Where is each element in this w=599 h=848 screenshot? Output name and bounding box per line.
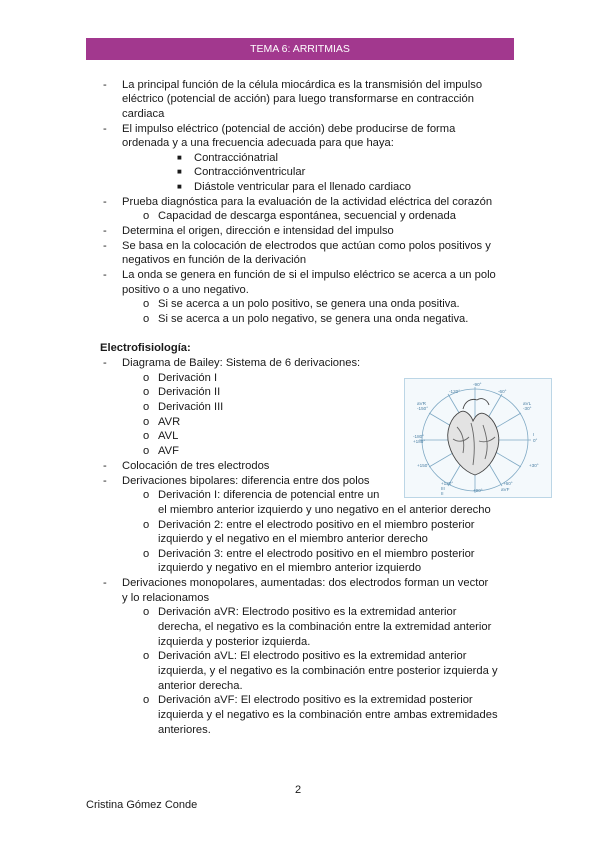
text-line: y lo relacionamos bbox=[122, 592, 210, 604]
list-item: anteriores. bbox=[158, 724, 211, 736]
circle-bullet-icon: o bbox=[143, 313, 150, 325]
square-bullet-icon: ■ bbox=[177, 153, 182, 162]
header-title: TEMA 6: ARRITMIAS bbox=[250, 43, 350, 55]
text-line: La principal función de la célula miocárdica es la transmisión del impulso bbox=[122, 79, 483, 91]
bullet-dash: - bbox=[103, 240, 107, 252]
text-line: Diagrama de Bailey: Sistema de 6 derivaciones: bbox=[122, 357, 361, 369]
heart-illustration bbox=[448, 399, 499, 475]
figure-axis-label: -30° bbox=[523, 406, 532, 411]
figure-axis-label: 0° bbox=[533, 438, 538, 443]
list-item: Derivación aVL: El electrodo positivo es la extremidad anterior bbox=[158, 650, 467, 662]
circle-bullet-icon: o bbox=[143, 430, 150, 442]
list-item: AVR bbox=[158, 416, 181, 428]
bailey-diagram-svg bbox=[405, 379, 551, 497]
bailey-diagram-figure bbox=[404, 378, 552, 498]
list-item: derecha, el negativo es la combinación entre la extremidad anterior bbox=[158, 621, 492, 633]
figure-axis-label: -150° bbox=[417, 406, 429, 411]
figure-axis-label: -60° bbox=[498, 389, 507, 394]
text-line: La onda se genera en función de si el impulso eléctrico se acerca a un polo bbox=[122, 269, 496, 281]
circle-bullet-icon: o bbox=[143, 548, 150, 560]
figure-axis-label: +60° bbox=[503, 481, 513, 486]
list-item: Derivación I bbox=[158, 372, 218, 384]
list-item: izquierdo y el negativo en el miembro anterior derecho bbox=[158, 533, 428, 545]
list-item: AVL bbox=[158, 430, 179, 442]
list-item: Derivación aVF: El electrodo positivo es la extremidad posterior bbox=[158, 694, 473, 706]
page-number: 2 bbox=[295, 784, 302, 796]
figure-axis-label: +120° bbox=[441, 481, 454, 486]
text-line: negativos en función de la derivación bbox=[122, 254, 307, 266]
figure-axis-label: +150° bbox=[417, 463, 430, 468]
circle-bullet-icon: o bbox=[143, 489, 150, 501]
bullet-dash: - bbox=[103, 123, 107, 135]
bullet-dash: - bbox=[103, 460, 107, 472]
square-bullet-icon: ■ bbox=[177, 182, 182, 191]
text-line: Determina el origen, dirección e intensidad del impulso bbox=[122, 225, 394, 237]
circle-bullet-icon: o bbox=[143, 298, 150, 310]
bullet-dash: - bbox=[103, 79, 107, 91]
bullet-dash: - bbox=[103, 269, 107, 281]
text-line: Colocación de tres electrodos bbox=[122, 460, 270, 472]
list-item: anterior derecha. bbox=[158, 680, 243, 692]
circle-bullet-icon: o bbox=[143, 694, 150, 706]
bullet-dash: - bbox=[103, 225, 107, 237]
list-item: izquierdo y negativo en el miembro anterior izquierdo bbox=[158, 562, 422, 574]
figure-axis-label: aVL bbox=[523, 401, 532, 406]
text-line: Derivaciones monopolares, aumentadas: dos electrodos forman un vector bbox=[122, 577, 489, 589]
text-line: ordenada y a una frecuencia adecuada para que haya: bbox=[122, 137, 394, 149]
list-item: Capacidad de descarga espontánea, secuencial y ordenada bbox=[158, 210, 456, 222]
circle-bullet-icon: o bbox=[143, 386, 150, 398]
list-item: Derivación 3: entre el electrodo positivo en el miembro posterior bbox=[158, 548, 475, 560]
list-item: AVF bbox=[158, 445, 179, 457]
figure-axis-label: +30° bbox=[529, 463, 539, 468]
list-item: Derivación 2: entre el electrodo positivo en el miembro posterior bbox=[158, 519, 475, 531]
text-line: El impulso eléctrico (potencial de acción) debe producirse de forma bbox=[122, 123, 456, 135]
square-bullet-icon: ■ bbox=[177, 167, 182, 176]
header-bar bbox=[86, 38, 514, 60]
text-line: positivo o a uno negativo. bbox=[122, 284, 249, 296]
bullet-dash: - bbox=[103, 357, 107, 369]
figure-axis-label: II bbox=[441, 491, 444, 496]
list-item: izquierda y posterior izquierda. bbox=[158, 636, 311, 648]
bullet-dash: - bbox=[103, 577, 107, 589]
figure-axis-label: -180° bbox=[413, 434, 425, 439]
circle-bullet-icon: o bbox=[143, 606, 150, 618]
circle-bullet-icon: o bbox=[143, 210, 150, 222]
list-item: el miembro anterior izquierdo y uno negativo en el anterior derecho bbox=[158, 504, 491, 516]
circle-bullet-icon: o bbox=[143, 519, 150, 531]
text-line: cardiaca bbox=[122, 108, 165, 120]
list-item: Contracciónatrial bbox=[194, 152, 278, 164]
list-item: Si se acerca a un polo positivo, se genera una onda positiva. bbox=[158, 298, 460, 310]
list-item: izquierda y el negativo es la combinación entre ambas extremidades bbox=[158, 709, 498, 721]
list-item: Derivación III bbox=[158, 401, 224, 413]
figure-axis-label: +180° bbox=[413, 439, 426, 444]
figure-axis-label: III bbox=[441, 486, 445, 491]
text-line: eléctrico (potencial de acción) para luego transformarse en contracción bbox=[122, 93, 474, 105]
circle-bullet-icon: o bbox=[143, 416, 150, 428]
list-item: Derivación aVR: Electrodo positivo es la extremidad anterior bbox=[158, 606, 457, 618]
list-item: Si se acerca a un polo negativo, se genera una onda negativa. bbox=[158, 313, 469, 325]
text-line: Derivaciones bipolares: diferencia entre dos polos bbox=[122, 475, 370, 487]
circle-bullet-icon: o bbox=[143, 650, 150, 662]
figure-axis-label: aVF bbox=[501, 487, 510, 492]
list-item: Contracciónventricular bbox=[194, 166, 306, 178]
figure-axis-label: +90° bbox=[473, 488, 483, 493]
list-item: Diástole ventricular para el llenado cardiaco bbox=[194, 181, 412, 193]
circle-bullet-icon: o bbox=[143, 401, 150, 413]
text-line: Prueba diagnóstica para la evaluación de la actividad eléctrica del corazón bbox=[122, 196, 493, 208]
list-item: Derivación II bbox=[158, 386, 221, 398]
bullet-dash: - bbox=[103, 475, 107, 487]
figure-axis-label: aVR bbox=[417, 401, 426, 406]
circle-bullet-icon: o bbox=[143, 445, 150, 457]
text-line: Se basa en la colocación de electrodos que actúan como polos positivos y bbox=[122, 240, 491, 252]
circle-bullet-icon: o bbox=[143, 372, 150, 384]
list-item: Derivación I: diferencia de potencial entre un bbox=[158, 489, 380, 501]
bullet-dash: - bbox=[103, 196, 107, 208]
author-name: Cristina Gómez Conde bbox=[86, 799, 198, 811]
figure-axis-label: -90° bbox=[473, 382, 482, 387]
figure-axis-label: I bbox=[533, 432, 535, 437]
figure-axis-label: -120° bbox=[449, 389, 461, 394]
section-title: Electrofisiología: bbox=[100, 342, 191, 354]
list-item: izquierda, y el negativo es la combinación entre posterior izquierda y bbox=[158, 665, 498, 677]
